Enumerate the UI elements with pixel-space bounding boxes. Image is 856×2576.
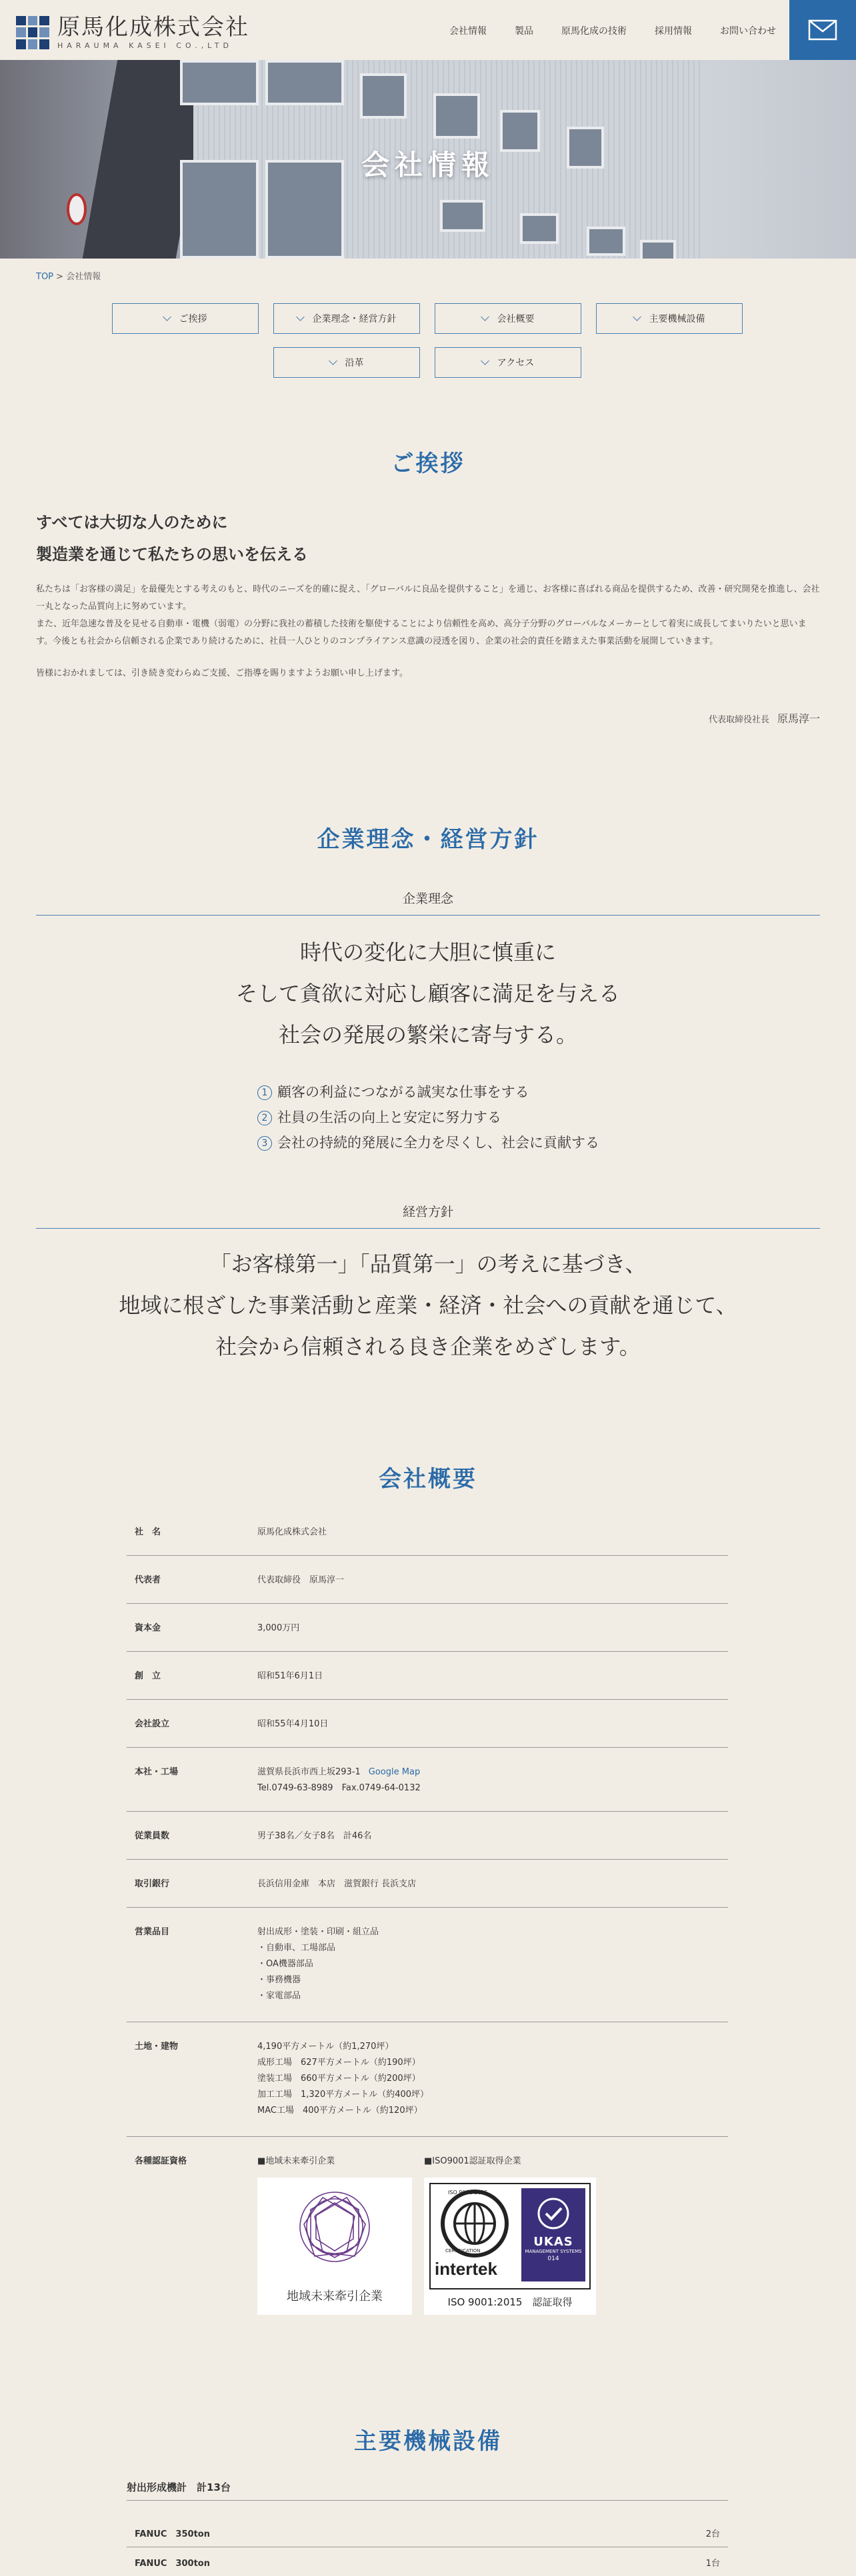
chevron-down-icon [481,356,489,365]
nav-company[interactable]: 会社情報 [449,26,487,37]
mail-icon [808,19,837,41]
greeting-paragraph-3: 皆様におかれましては、引き続き変わらぬご支援、ご指導を賜りますようお願い申し上げます。 [36,668,408,678]
breadcrumb-current: 会社情報 [66,272,101,282]
table-row: 取引銀行 長浜信用金庫 本店 滋賀銀行 長浜支店 [127,1859,728,1908]
nav-products[interactable]: 製品 [515,26,533,37]
table-row: 従業員数 男子38名／女子8名 計46名 [127,1811,728,1860]
greeting-title: ご挨拶 [391,450,465,477]
machines-heading: 射出形成機計 計13台 [127,2481,231,2493]
cert-1-label: ■地域未来牽引企業 [257,2156,335,2166]
greeting-signature: 代表取締役社長 原馬淳一 [708,712,820,725]
ukas-num: 014 [547,2255,559,2262]
company-title: 会社概要 [379,1466,477,1493]
anchor-history[interactable]: 沿革 [273,347,420,378]
list-item: 3 会社の持続的発展に全力を尽くし、社会に貢献する [257,1130,599,1155]
anchor-philosophy[interactable]: 企業理念・経営方針 [273,303,420,334]
greeting-paragraph-1: 私たちは「お客様の満足」を最優先とする考えのもと、時代のニーズを的確に捉え、「グローバルに良品を提供すること」を通じ、お客様に喜ばれる商品を提供するため、改善・研究開発を推進し、会社一丸となった品質向上に努めています。 [36,584,820,612]
logo-mark-icon [16,16,49,49]
nav-recruit[interactable]: 採用情報 [655,26,692,37]
table-row: 資本金 3,000万円 [127,1603,728,1652]
anchor-machines[interactable]: 主要機械設備 [596,303,743,334]
address-text: 滋賀県長浜市西上坂293-1 [257,1767,361,1777]
chevron-down-icon [163,313,171,321]
policy-line-2: 地域に根ざした事業活動と産業・経済・社会への貢献を通じて、 [119,1293,737,1318]
table-row: 代表者 代表取締役 原馬淳一 [127,1555,728,1604]
circled-number-1: 1 [257,1085,272,1100]
philosophy-list [257,1079,599,1155]
site-header [0,0,856,60]
table-row: 創 立 昭和51年6月1日 [127,1651,728,1700]
nav-contact[interactable]: お問い合わせ [720,26,776,37]
philosophy-subheading: 企業理念 [36,889,820,916]
iso-ring-sub: CERTIFICATION [445,2248,481,2254]
regional-future-logo-icon [257,2178,412,2277]
anchor-company[interactable]: 会社概要 [435,303,581,334]
table-row: FANUC 300ton 1台 [135,2559,720,2569]
tel-fax: Tel.0749-63-8989 Fax.0749-64-0132 [257,1783,421,1793]
iso9001-cert [424,2178,596,2315]
table-row: 社 名 原馬化成株式会社 [127,1507,728,1556]
hero-banner [0,60,856,259]
circled-number-2: 2 [257,1111,272,1125]
chevron-down-icon [296,313,305,321]
table-row: 土地・建物 4,190平方メートル（約1,270坪） 成形工場 627平方メートル（約190坪） 塗装工場 660平方メートル（約200坪） 加工工場 1,320平方メートル（約400坪） MAC工場 400平方メートル（約120坪） [127,2022,728,2137]
mail-button[interactable] [789,0,856,60]
global-nav [449,24,776,37]
anchor-access[interactable]: アクセス [435,347,581,378]
cert-2-label: ■ISO9001認証取得企業 [424,2156,521,2166]
list-item: 2 社員の生活の向上と安定に努力する [257,1105,599,1130]
policy-subheading: 経営方針 [36,1202,820,1229]
logo[interactable] [16,15,249,50]
machines-divider [127,2500,728,2501]
philosophy-line-3: 社会の発展の繁栄に寄与する。 [278,1022,577,1047]
table-row: 本社・工場 滋賀県長浜市西上坂293-1 Google Map Tel.0749-63-8989 Fax.0749-64-0132 [127,1747,728,1812]
breadcrumb-top[interactable]: TOP [36,272,54,282]
chevron-down-icon [481,313,489,321]
logo-en: HARAUMA KASEI CO.,LTD [57,41,233,50]
page-title: 会社情報 [361,149,495,181]
policy-line-3: 社会から信頼される良き企業をめざします。 [215,1334,641,1359]
list-item: 1 顧客の利益につながる誠実な仕事をする [257,1079,599,1105]
greeting-paragraph-2: また、近年急速な普及を見せる自動車・電機（弱電）の分野に我社の蓄積した技術を駆使することにより信頼性を高め、高分子分野のグローバルなメーカーとして着実に成長してまいりたいと思います。今後とも社会から信頼される企業であり続けるために、社員一人ひとりのコンプライアンス意識の浸透を図り、企業の社会的責任を踏まえた事業活動を展開していきます。 [36,619,807,646]
cert-2-caption: ISO 9001:2015 認証取得 [447,2296,573,2308]
machines-title: 主要機械設備 [354,2428,502,2455]
ukas-text: UKAS [533,2235,573,2249]
road-sign-icon [67,193,87,225]
circled-number-3: 3 [257,1136,272,1151]
cert-1-caption: 地域未来牽引企業 [287,2289,383,2303]
intertek-logo: intertek [435,2259,497,2279]
nav-technology[interactable]: 原馬化成の技術 [561,26,627,37]
chevron-down-icon [633,313,641,321]
greeting-heading-1: すべては大切な人のために [36,513,228,532]
table-row: FANUC 350ton 2台 [127,2517,728,2547]
chevron-down-icon [329,356,337,365]
table-row: 営業品目 射出成形・塗装・印刷・組立品 ・自動車、工場部品 ・OA機器部品 ・事務機器 ・家電部品 [127,1907,728,2022]
greeting-heading-2: 製造業を通じて私たちの思いを伝える [36,545,308,564]
logo-name: 原馬化成株式会社 [57,14,249,41]
philosophy-title: 企業理念・経営方針 [317,826,539,853]
table-row: 各種認証資格 ■地域未来牽引企業 ■ISO9001認証取得企業 地域未来牽引企業 ISO 9001:2015 CERTIFICATION intertek UKAS MANAGEMENT SYSTEMS 014 ISO 9001:2015 認証取得 [127,2136,728,2329]
anchor-greeting[interactable]: ご挨拶 [112,303,259,334]
policy-line-1: 「お客様第一」「品質第一」の考えに基づき、 [209,1251,647,1277]
philosophy-line-1: 時代の変化に大胆に慎重に [299,940,556,965]
table-row: 会社設立 昭和55年4月10日 [127,1699,728,1748]
philosophy-line-2: そして貪欲に対応し顧客に満足を与える [235,981,620,1006]
breadcrumb-separator: > [56,272,64,282]
regional-future-cert [257,2178,412,2315]
google-map-link[interactable]: Google Map [368,1767,421,1777]
ukas-crown-check-icon [533,2192,573,2232]
breadcrumb [36,269,101,282]
iso-ring-text: ISO 9001:2015 [448,2190,488,2196]
ukas-sub: MANAGEMENT SYSTEMS [525,2249,582,2254]
